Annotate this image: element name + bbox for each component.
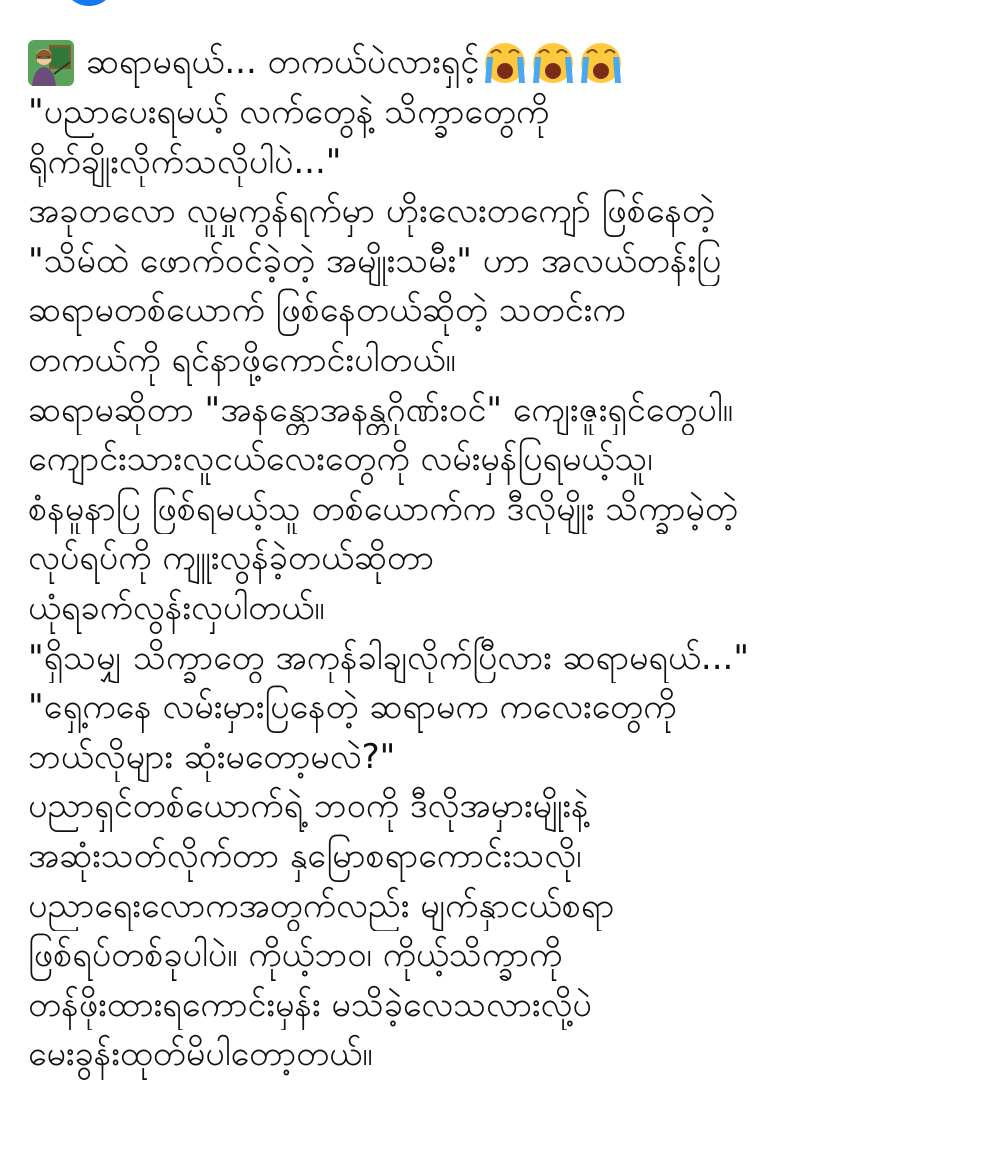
post-line: "ရှိသမျှ သိက္ခာတွေ အကုန်ခါချလိုက်ပြီလား ဆရာမရယ်..." [28,637,749,678]
post-line: ပညာရေးလောကအတွက်လည်း မျက်နှာငယ်စရာ [28,885,615,926]
post-line: ဆရာမတစ်ယောက် ဖြစ်နေတယ်ဆိုတဲ့ သတင်းက [28,290,626,331]
post-body [28,38,978,1080]
post-line: မေးခွန်းထုတ်မိပါတော့တယ်။ [28,1034,373,1075]
post-line: တကယ်ကို ရင်နာဖို့ကောင်းပါတယ်။ [28,339,456,380]
post-line: စံနမူနာပြ ဖြစ်ရမယ့်သူ တစ်ယောက်က ဒီလိုမျိုး သိက္ခာမဲ့တဲ့ [28,488,738,529]
post-line: "ရှေ့ကနေ လမ်းမှားပြနေတဲ့ ဆရာမက ကလေးတွေကို [28,687,677,728]
post-line: တန်ဖိုးထားရကောင်းမှန်း မသိခဲ့လေသလားလို့ပဲ [28,984,592,1025]
post-line: အခုတလော လူမှုကွန်ရက်မှာ ဟိုးလေးတကျော် ဖြစ်နေတဲ့ [28,191,716,232]
post-line: ဘယ်လိုများ ဆုံးမတော့မလဲ?" [28,736,396,777]
teacher-icon [28,40,74,86]
post-line: လုပ်ရပ်ကို ကျူးလွန်ခဲ့တယ်ဆိုတာ [28,538,434,579]
post-line: ဖြစ်ရပ်တစ်ခုပါပဲ။ ကိုယ့်ဘဝ၊ ကိုယ့်သိက္ခာကို [28,935,563,976]
post-line: ဆရာမဆိုတာ "အနန္တောအနန္တဂိုဏ်းဝင်" ကျေးဇူးရှင်တွေပါ။ [28,389,733,430]
profile-avatar[interactable] [62,0,116,6]
post-line: ရိုက်ချိုးလိုက်သလိုပါပဲ..." [28,141,342,182]
post-line: ယုံရခက်လွန်းလှပါတယ်။ [28,587,325,628]
post-line: "သိမ်ထဲ ဖောက်ဝင်ခဲ့တဲ့ အမျိုးသမီး" ဟာ အလယ်တန်းပြ [28,240,722,281]
crying-face-icon [531,41,575,85]
post-line: ကျောင်းသားလူငယ်လေးတွေကို လမ်းမှန်ပြရမယ့်သူ၊ [28,439,653,480]
crying-face-icon [483,41,527,85]
post-line-text: ဆရာမရယ်... တကယ်ပဲလားရှင့် [86,42,480,83]
crying-face-icon [579,41,623,85]
post-line-1 [28,38,978,88]
post-line: အဆုံးသတ်လိုက်တာ နှမြောစရာကောင်းသလို၊ [28,835,582,876]
post-line: "ပညာပေးရမယ့် လက်တွေနဲ့ သိက္ခာတွေကို [28,92,550,132]
post-line: ပညာရှင်တစ်ယောက်ရဲ့ ဘဝကို ဒီလိုအမှားမျိုးနဲ့ [28,786,589,827]
